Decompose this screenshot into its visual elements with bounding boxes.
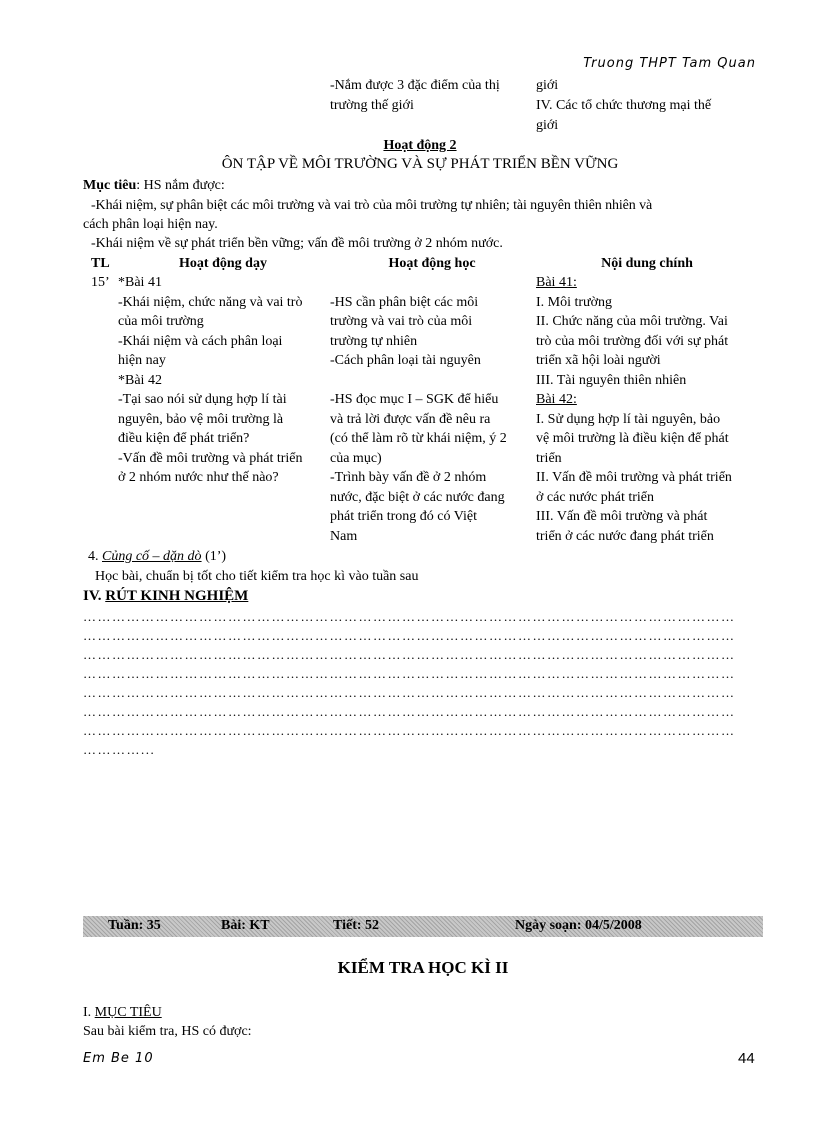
consolidation-time: (1’) <box>205 549 227 564</box>
lesson-label: Bài: KT <box>221 918 270 933</box>
dotted-line: ……………………………………………………………………………………………………………………… <box>83 628 736 643</box>
content-line: ở các nước phát triển <box>536 489 655 505</box>
content-line: vệ môi trường là điều kiện để phát <box>536 431 729 446</box>
content-line: triển xã hội loài người <box>536 353 661 368</box>
consolidation-heading <box>88 547 226 566</box>
section-label: MỤC TIÊU <box>94 1005 162 1020</box>
experience-number: IV. <box>83 588 102 604</box>
consolidation-text: Học bài, chuẩn bị tốt cho tiết kiểm tra học kì vào tuần sau <box>95 569 419 584</box>
exam-intro: Sau bài kiểm tra, HS có được: <box>83 1024 252 1039</box>
activity-subtitle: ÔN TẬP VỀ MÔI TRƯỜNG VÀ SỰ PHÁT TRIỂN BỀN VỮNG <box>221 156 619 172</box>
header-time: TL <box>91 256 110 271</box>
footer-author: Em Be 10 <box>83 1051 154 1066</box>
content-line: II. Chức năng của môi trường. Vai <box>536 314 728 329</box>
learn-line: trường và vai trò của môi <box>330 314 473 329</box>
teach-line: *Bài 41 <box>118 275 162 290</box>
time-cell: 15’ <box>91 275 110 290</box>
dotted-line: ……………………………………………………………………………………………………………………… <box>83 666 736 681</box>
teach-line: của môi trường <box>118 314 204 329</box>
learn-line: và trả lời được vấn đề nêu ra <box>330 411 491 427</box>
learn-line: nước, đặc biệt ở các nước đang <box>330 489 505 505</box>
objective-section-heading <box>83 1003 162 1022</box>
learn-line: -HS cần phân biệt các môi <box>330 294 479 310</box>
top-col2-line-2: trường thế giới <box>330 98 414 113</box>
content-line: II. Vấn đề môi trường và phát triển <box>536 470 732 485</box>
consolidation-number: 4. <box>88 549 99 564</box>
teach-line: ở 2 nhóm nước như thế nào? <box>118 470 279 485</box>
top-col3-line-2: IV. Các tổ chức thương mại thế <box>536 98 712 113</box>
teach-line: -Vấn đề môi trường và phát triển <box>118 450 303 466</box>
dotted-line-last: …………... <box>83 742 156 757</box>
content-line-lesson42: Bài 42: <box>536 392 577 407</box>
objective-label: Mục tiêu <box>83 178 137 193</box>
top-col3-line-1: giới <box>536 78 559 93</box>
objective-intro: : HS nắm được: <box>136 178 225 193</box>
dotted-line: ……………………………………………………………………………………………………………………… <box>83 647 736 662</box>
teach-line: -Khái niệm, chức năng và vai trò <box>118 294 303 310</box>
date-label: Ngày soạn: 04/5/2008 <box>515 918 642 933</box>
period-label: Tiết: 52 <box>333 918 380 933</box>
content-line: trò của môi trường đối với sự phát <box>536 333 729 349</box>
dotted-line: ……………………………………………………………………………………………………………………… <box>83 704 736 719</box>
consolidation-label: Củng cố – dặn dò <box>102 549 202 564</box>
content-line: III. Vấn đề môi trường và phát <box>536 509 708 524</box>
content-line-lesson41: Bài 41: <box>536 275 577 290</box>
school-name-header: Truong THPT Tam Quan <box>583 56 756 71</box>
teach-line: *Bài 42 <box>118 372 162 388</box>
week-label: Tuần: 35 <box>108 918 161 933</box>
learn-line: -HS đọc mục I – SGK để hiểu <box>330 392 499 407</box>
learn-line: -Cách phân loại tài nguyên <box>330 353 481 368</box>
dotted-line: ……………………………………………………………………………………………………………………… <box>83 723 736 738</box>
dotted-line: ……………………………………………………………………………………………………………………… <box>83 685 736 700</box>
page-number: 44 <box>738 1050 755 1067</box>
teach-line: điều kiện để phát triển? <box>118 431 250 446</box>
experience-heading <box>83 587 248 606</box>
activity-title: Hoạt động 2 <box>383 138 457 153</box>
header-teaching: Hoạt động dạy <box>179 256 267 271</box>
dotted-line: ……………………………………………………………………………………………………………………… <box>83 609 736 624</box>
learn-line: trường tự nhiên <box>330 333 418 349</box>
top-col3-line-3: giới <box>536 118 559 133</box>
objective-text-2: cách phân loại hiện nay. <box>83 217 218 232</box>
content-line: III. Tài nguyên thiên nhiên <box>536 372 687 388</box>
learn-line: Nam <box>330 528 358 544</box>
section-number: I. <box>83 1005 92 1020</box>
objective-line <box>83 176 225 195</box>
exam-title: KIỂM TRA HỌC KÌ II <box>337 958 509 977</box>
objective-text-1: -Khái niệm, sự phân biệt các môi trường và vai trò của môi trường tự nhiên; tài nguyên thiên nhiên và <box>91 198 653 213</box>
top-col2-line-1: -Nắm được 3 đặc điểm của thị <box>330 78 500 93</box>
learn-line: của mục) <box>330 450 382 466</box>
teach-line: -Tại sao nói sử dụng hợp lí tài <box>118 392 287 407</box>
teach-line: -Khái niệm và cách phân loại <box>118 333 283 349</box>
learn-line: (có thể làm rõ từ khái niệm, ý 2 <box>330 431 507 446</box>
content-line: I. Môi trường <box>536 294 613 310</box>
objective-text-3: -Khái niệm về sự phát triển bền vững; vấn đề môi trường ở 2 nhóm nước. <box>91 236 503 251</box>
learn-line: phát triển trong đó có Việt <box>330 509 478 524</box>
header-content: Nội dung chính <box>601 256 693 271</box>
content-line: triển ở các nước đang phát triển <box>536 528 714 544</box>
experience-label: RÚT KINH NGHIỆM <box>105 588 249 604</box>
lesson-info-bar <box>83 916 763 937</box>
content-line: I. Sử dụng hợp lí tài nguyên, bảo <box>536 411 721 427</box>
content-line: triển <box>536 450 562 466</box>
header-learning: Hoạt động học <box>388 256 476 271</box>
teach-line: hiện nay <box>118 353 166 368</box>
learn-line: -Trình bày vấn đề ở 2 nhóm <box>330 470 487 485</box>
teach-line: nguyên, bảo vệ môi trường là <box>118 411 284 427</box>
